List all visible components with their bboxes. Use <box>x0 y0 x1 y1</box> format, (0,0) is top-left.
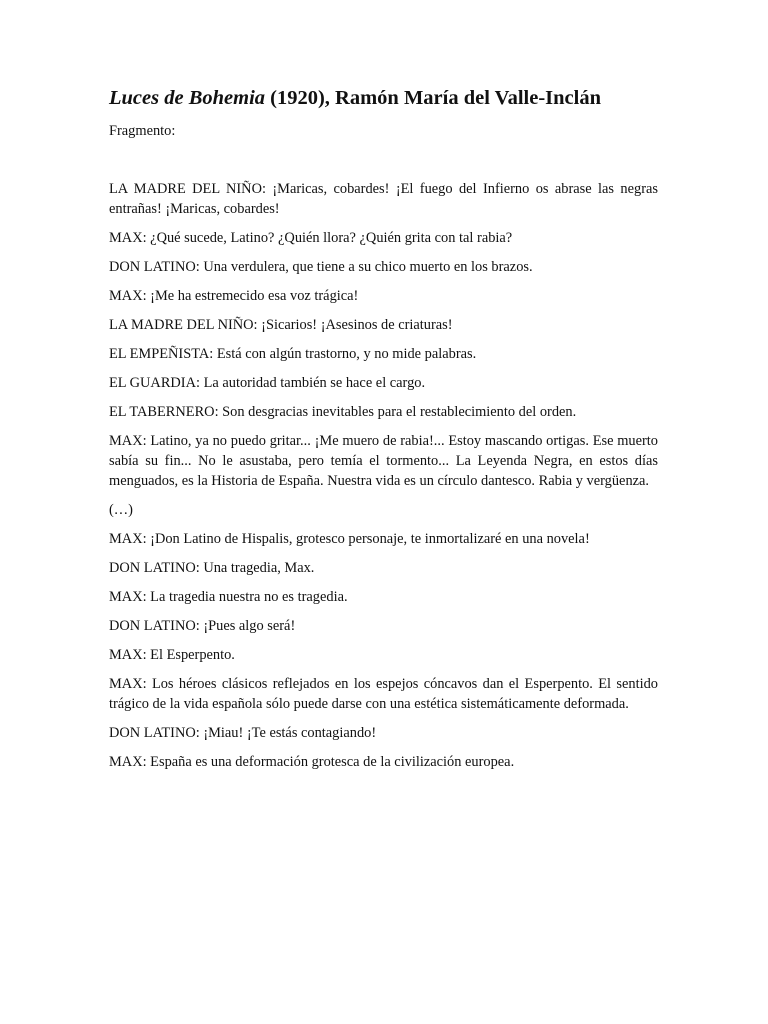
work-title: Luces de Bohemia <box>109 87 266 109</box>
document-page <box>109 84 658 781</box>
dialogue-paragraph: LA MADRE DEL NIÑO: ¡Maricas, cobardes! ¡El fuego del Infierno os abrase las negras entrañas! ¡Maricas, cobardes! <box>109 181 658 217</box>
dialogue-paragraph: MAX: España es una deformación grotesca de la civilización europea. <box>109 754 515 770</box>
dialogue-paragraph: MAX: ¡Me ha estremecido esa voz trágica! <box>109 288 359 304</box>
dialogue-paragraph: DON LATINO: Una tragedia, Max. <box>109 560 315 576</box>
dialogue-paragraph: MAX: Latino, ya no puedo gritar... ¡Me muero de rabia!... Estoy mascando ortigas. Ese muerto sabía su fin... No le asustaba, pero temía el tormento... La Leyenda Negra, en estos días menguados, es la Historia de España. Nuestra vida es un círculo dantesco. Rabia y vergüenza. <box>109 433 658 489</box>
dialogue-paragraph: DON LATINO: ¡Pues algo será! <box>109 618 296 634</box>
ellipsis-marker: (…) <box>109 502 133 518</box>
dialogue-paragraph: DON LATINO: Una verdulera, que tiene a su chico muerto en los brazos. <box>109 259 533 275</box>
dialogue-paragraph: LA MADRE DEL NIÑO: ¡Sicarios! ¡Asesinos de criaturas! <box>109 317 453 333</box>
dialogue-paragraph: MAX: ¡Don Latino de Hispalis, grotesco personaje, te inmortalizaré en una novela! <box>109 531 590 547</box>
dialogue-paragraph: MAX: ¿Qué sucede, Latino? ¿Quién llora? ¿Quién grita con tal rabia? <box>109 230 513 246</box>
dialogue-paragraph: MAX: La tragedia nuestra no es tragedia. <box>109 589 348 605</box>
dialogue-paragraph: MAX: Los héroes clásicos reflejados en los espejos cóncavos dan el Esperpento. El sentido trágico de la vida española sólo puede darse con una estética sistemáticamente deformada. <box>109 676 658 712</box>
dialogue-paragraph: MAX: El Esperpento. <box>109 647 235 663</box>
dialogue-paragraph: DON LATINO: ¡Miau! ¡Te estás contagiando! <box>109 725 377 741</box>
fragment-label: Fragmento: <box>109 123 176 139</box>
title-details: (1920), Ramón María del Valle-Inclán <box>265 87 601 109</box>
dialogue-paragraph: EL TABERNERO: Son desgracias inevitables para el restablecimiento del orden. <box>109 404 577 420</box>
dialogue-paragraph: EL GUARDIA: La autoridad también se hace el cargo. <box>109 375 426 391</box>
dialogue-body <box>109 179 658 772</box>
dialogue-paragraph: EL EMPEÑISTA: Está con algún trastorno, y no mide palabras. <box>109 346 477 362</box>
document-title <box>109 84 658 112</box>
